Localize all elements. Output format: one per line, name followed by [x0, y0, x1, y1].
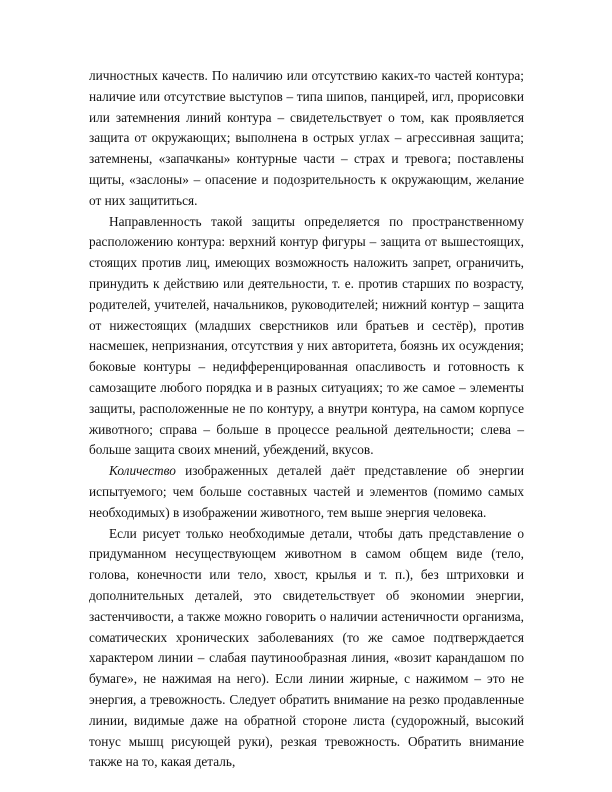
paragraph-3-text: изображенных деталей даёт представление об энергии испытуемого; чем больше составных частей и элементов (помимо самых необходимых) в изображении животного, тем выше энергия человека. [89, 463, 524, 520]
italic-term: Количество [109, 463, 176, 479]
document-page [89, 66, 524, 773]
paragraph-1: личностных качеств. По наличию или отсутствию каких-то частей контура; наличие или отсутствие выступов – типа шипов, панцирей, игл, прорисовки или затемнения линий контура – свидетельствует о том, как проявляется защита от окружающих; выполнена в острых углах – агрессивная защита; затемнены, «запачканы» контурные части – страх и тревога; поставлены щиты, «заслоны» – опасение и подозрительность к окружающим, желание от них защититься. [89, 68, 524, 208]
paragraph-2: Направленность такой защиты определяется по пространственному расположению контура: верхний контур фигуры – защита от вышестоящих, стоящих против лиц, имеющих возможность наложить запрет, ограничить, принудить к действию или деятельности, т. е. против старших по возрасту, родителей, учителей, начальников, руководителей; нижний контур – защита от нижестоящих (младших сверстников или братьев и сестёр), против насмешек, непризнания, отсутствия у них авторитета, боязнь их осуждения; боковые контуры – недифференцированная опасливость и готовность к самозащите любого порядка и в разных ситуациях; то же самое – элементы защиты, расположенные не по контуру, а внутри контура, на самом корпусе животного; справа – больше в процессе реальной деятельности; слева – больше защита своих мнений, убеждений, вкусов. [89, 213, 524, 458]
paragraph-4: Если рисует только необходимые детали, чтобы дать представление о придуманном несуществующем животном в самом общем виде (тело, голова, конечности или тело, хвост, крылья и т. п.), без штриховки и дополнительных деталей, это свидетельствует об экономии энергии, застенчивости, а также можно говорить о наличии астеничности организма, соматических хронических заболеваниях (то же самое подтверждается характером линии – слабая паутинообразная линия, «возит карандашом по бумаге», не нажимая на него). Если линии жирные, с нажимом – это не энергия, а тревожность. Следует обратить внимание на резко продавленные линии, видимые даже на обратной стороне листа (судорожный, высокий тонус мышц рисующей руки), резкая тревожность. Обратить внимание также на то, какая деталь, [89, 525, 524, 770]
paragraph-3 [89, 461, 524, 523]
